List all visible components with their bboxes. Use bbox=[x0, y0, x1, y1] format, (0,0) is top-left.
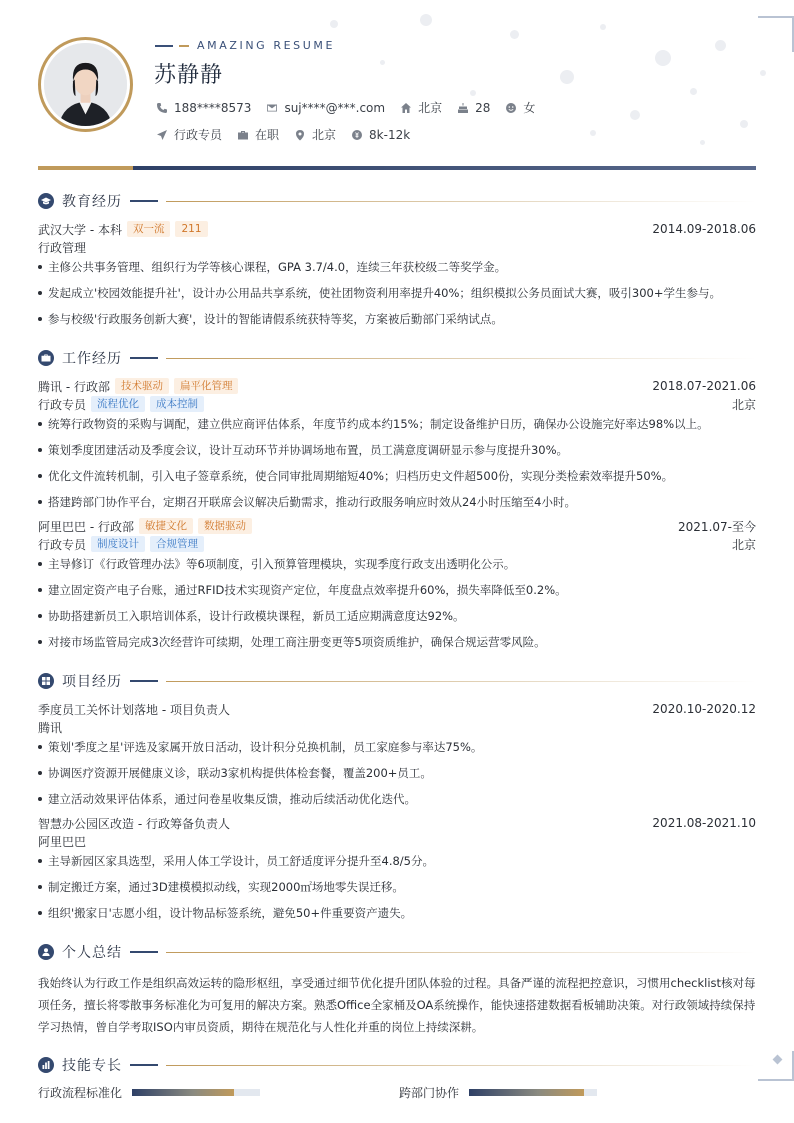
section-line-long bbox=[166, 681, 756, 682]
company-tag: 数据驱动 bbox=[198, 518, 252, 534]
work-bullet: 协助搭建新员工入职培训体系，设计行政模块课程，新员工适应期满意度达92%。 bbox=[38, 608, 756, 624]
home-icon bbox=[399, 102, 412, 114]
project-date: 2021.08-2021.10 bbox=[652, 816, 756, 830]
section-skills-header bbox=[38, 1055, 756, 1075]
company-tag: 敏捷文化 bbox=[139, 518, 193, 534]
section-title: 教育经历 bbox=[62, 194, 122, 210]
company-tag: 技术驱动 bbox=[115, 378, 169, 394]
education-header-row bbox=[38, 220, 756, 238]
email-text: suj****@***.com bbox=[284, 100, 386, 115]
avatar-photo bbox=[44, 43, 127, 126]
gender-item bbox=[504, 99, 535, 116]
candidate-name: 苏静静 bbox=[154, 63, 224, 88]
company-tag: 扁平化管理 bbox=[174, 378, 239, 394]
project-title: 智慧办公园区改造 - 行政筹备负责人 bbox=[38, 816, 230, 831]
location-text: 北京 bbox=[312, 128, 337, 142]
project-title-row bbox=[38, 700, 756, 718]
role-tag: 制度设计 bbox=[91, 536, 145, 552]
section-summary-header bbox=[38, 942, 756, 962]
gender-text: 女 bbox=[523, 101, 536, 115]
divider-navy-segment bbox=[133, 166, 756, 170]
skill-level-fill bbox=[469, 1089, 584, 1096]
salary-text: 8k-12k bbox=[369, 127, 411, 142]
section-title: 个人总结 bbox=[62, 945, 122, 961]
phone-item bbox=[155, 101, 251, 115]
company-name: 阿里巴巴 - 行政部 bbox=[38, 519, 134, 534]
age-text: 28 bbox=[475, 100, 491, 115]
section-line-long bbox=[166, 201, 756, 202]
briefcase-icon bbox=[236, 129, 249, 141]
tagline-text: AMAZING RESUME bbox=[197, 39, 336, 52]
send-icon bbox=[155, 129, 168, 141]
role-name: 行政专员 bbox=[38, 537, 87, 552]
corner-decoration-top bbox=[758, 16, 794, 52]
section-title: 技能专长 bbox=[62, 1058, 122, 1074]
project-bullet: 策划'季度之星'评选及家属开放日活动，设计积分兑换机制，员工家庭参与率达75%。 bbox=[38, 739, 756, 755]
cake-icon bbox=[456, 102, 469, 114]
status-text: 在职 bbox=[255, 128, 280, 142]
project-title: 季度员工关怀计划落地 - 项目负责人 bbox=[38, 702, 230, 717]
age-item bbox=[456, 101, 490, 115]
work-company-row bbox=[38, 517, 756, 535]
work-bullet: 对接市场监管局完成3次经营许可续期，处理工商注册变更等5项资质维护，确保合规运营零风险。 bbox=[38, 634, 756, 650]
company-name: 腾讯 - 行政部 bbox=[38, 379, 110, 394]
resume-tagline bbox=[155, 39, 335, 52]
section-line-long bbox=[166, 1065, 756, 1066]
header-divider bbox=[38, 166, 756, 170]
project-bullet: 制定搬迁方案，通过3D建模模拟动线，实现2000㎡场地零失误迁移。 bbox=[38, 879, 756, 895]
education-bullet: 主修公共事务管理、组织行为学等核心课程，GPA 3.7/4.0，连续三年获校级二等奖学金。 bbox=[38, 259, 756, 275]
role-tag: 合规管理 bbox=[150, 536, 204, 552]
work-bullet: 统筹行政物资的采购与调配，建立供应商评估体系，年度节约成本约15%；制定设备维护日历，确保办公设施完好率达98%以上。 bbox=[38, 416, 756, 432]
work-role-row bbox=[38, 395, 756, 413]
section-title: 项目经历 bbox=[62, 674, 122, 690]
project-bullet: 主导新园区家具选型，采用人体工学设计，员工舒适度评分提升至4.8/5分。 bbox=[38, 853, 756, 869]
section-line-short bbox=[130, 357, 158, 359]
tagline-line-gold bbox=[179, 45, 189, 47]
work-bullet: 建立固定资产电子台账，通过RFID技术实现资产定位，年度盘点效率提升60%，损失率降低至0.2%。 bbox=[38, 582, 756, 598]
phone-text: 188****8573 bbox=[174, 100, 252, 115]
project-bullet: 组织'搬家日'志愿小组，设计物品标签系统，避免50+件重要资产遗失。 bbox=[38, 905, 756, 921]
skill-level-fill bbox=[132, 1089, 234, 1096]
position-item bbox=[155, 126, 222, 143]
salary-item bbox=[350, 128, 410, 142]
city-item bbox=[399, 99, 442, 116]
section-line-short bbox=[130, 680, 158, 682]
project-org: 腾讯 bbox=[38, 720, 63, 735]
role-name: 行政专员 bbox=[38, 397, 87, 412]
section-line-short bbox=[130, 200, 158, 202]
skill-name: 行政流程标准化 bbox=[38, 1086, 123, 1100]
job-intent-row bbox=[155, 126, 424, 143]
section-line-short bbox=[130, 1064, 158, 1066]
mail-icon bbox=[265, 102, 278, 114]
section-education-header bbox=[38, 191, 756, 211]
school-tag: 211 bbox=[175, 221, 207, 237]
section-line-long bbox=[166, 952, 756, 953]
skill-level-bar bbox=[469, 1089, 597, 1096]
user-icon bbox=[38, 944, 54, 960]
work-bullet: 主导修订《行政管理办法》等6项制度，引入预算管理模块，实现季度行政支出透明化公示。 bbox=[38, 556, 756, 572]
bar-chart-icon bbox=[38, 1057, 54, 1073]
section-line-short bbox=[130, 951, 158, 953]
smiley-icon bbox=[504, 102, 517, 114]
briefcase-icon bbox=[38, 350, 54, 366]
major-name: 行政管理 bbox=[38, 240, 87, 255]
section-project-header bbox=[38, 671, 756, 691]
work-role-row bbox=[38, 535, 756, 553]
grid-icon bbox=[38, 673, 54, 689]
city-text: 北京 bbox=[418, 101, 443, 115]
section-line-long bbox=[166, 358, 756, 359]
location-item bbox=[293, 126, 336, 143]
education-date: 2014.09-2018.06 bbox=[652, 222, 756, 236]
project-bullet: 协调医疗资源开展健康义诊，联动3家机构提供体检套餐，覆盖200+员工。 bbox=[38, 765, 756, 781]
education-bullet: 发起成立'校园效能提升社'，设计办公用品共享系统，使社团物资利用率提升40%；组织模拟公务员面试大赛，吸引300+学生参与。 bbox=[38, 285, 756, 301]
tagline-line-navy bbox=[155, 45, 173, 47]
work-date: 2018.07-2021.06 bbox=[652, 379, 756, 393]
money-icon bbox=[350, 129, 363, 141]
project-bullet: 建立活动效果评估体系，通过问卷星收集反馈，推动后续活动优化迭代。 bbox=[38, 791, 756, 807]
summary-text: 我始终认为行政工作是组织高效运转的隐形枢纽，享受通过细节优化提升团队体验的过程。具备严谨的流程把控意识，习惯用checklist核对每项任务，擅长将零散事务标准化为可复用的解决方案。熟悉Office全家桶及OA系统操作，能快速搭建数据看板辅助决策。对行政领域持续保持学习热情，曾自学考取ISO内审员资质，期待在规范化与人性化并重的岗位上持续深耕。 bbox=[38, 976, 756, 1034]
skill-item bbox=[38, 1084, 260, 1101]
project-org: 阿里巴巴 bbox=[38, 834, 87, 849]
work-bullet: 搭建跨部门协作平台，定期召开联席会议解决后勤需求，推动行政服务响应时效从24小时压缩至4小时。 bbox=[38, 494, 756, 510]
work-location: 北京 bbox=[731, 537, 756, 552]
avatar bbox=[38, 37, 133, 132]
education-major-row bbox=[38, 238, 756, 256]
work-date: 2021.07-至今 bbox=[678, 519, 756, 534]
divider-gold-segment bbox=[38, 166, 133, 170]
work-bullet: 优化文件流转机制，引入电子签章系统，使合同审批周期缩短40%；归档历史文件超500份，实现分类检索效率提升50%。 bbox=[38, 468, 756, 484]
phone-icon bbox=[155, 102, 168, 114]
location-pin-icon bbox=[293, 129, 306, 141]
role-tag: 流程优化 bbox=[91, 396, 145, 412]
skill-name: 跨部门协作 bbox=[399, 1086, 460, 1100]
work-bullet: 策划季度团建活动及季度会议，设计互动环节并协调场地布置，员工满意度调研显示参与度提升30%。 bbox=[38, 442, 756, 458]
status-item bbox=[236, 126, 279, 143]
work-location: 北京 bbox=[731, 397, 756, 412]
section-title: 工作经历 bbox=[62, 351, 122, 367]
email-item bbox=[265, 101, 385, 115]
project-org-row bbox=[38, 718, 756, 736]
education-bullet: 参与校级'行政服务创新大赛'，设计的智能请假系统获特等奖，方案被后勤部门采纳试点。 bbox=[38, 311, 756, 327]
graduation-cap-icon bbox=[38, 193, 54, 209]
position-text: 行政专员 bbox=[174, 128, 223, 142]
role-tag: 成本控制 bbox=[150, 396, 204, 412]
project-title-row bbox=[38, 814, 756, 832]
skill-item bbox=[399, 1084, 597, 1101]
school-tag: 双一流 bbox=[127, 221, 171, 237]
section-work-header bbox=[38, 348, 756, 368]
school-name: 武汉大学 - 本科 bbox=[38, 222, 122, 237]
contact-info-row bbox=[155, 99, 549, 116]
project-date: 2020.10-2020.12 bbox=[652, 702, 756, 716]
skill-level-bar bbox=[132, 1089, 260, 1096]
project-org-row bbox=[38, 832, 756, 850]
work-company-row bbox=[38, 377, 756, 395]
